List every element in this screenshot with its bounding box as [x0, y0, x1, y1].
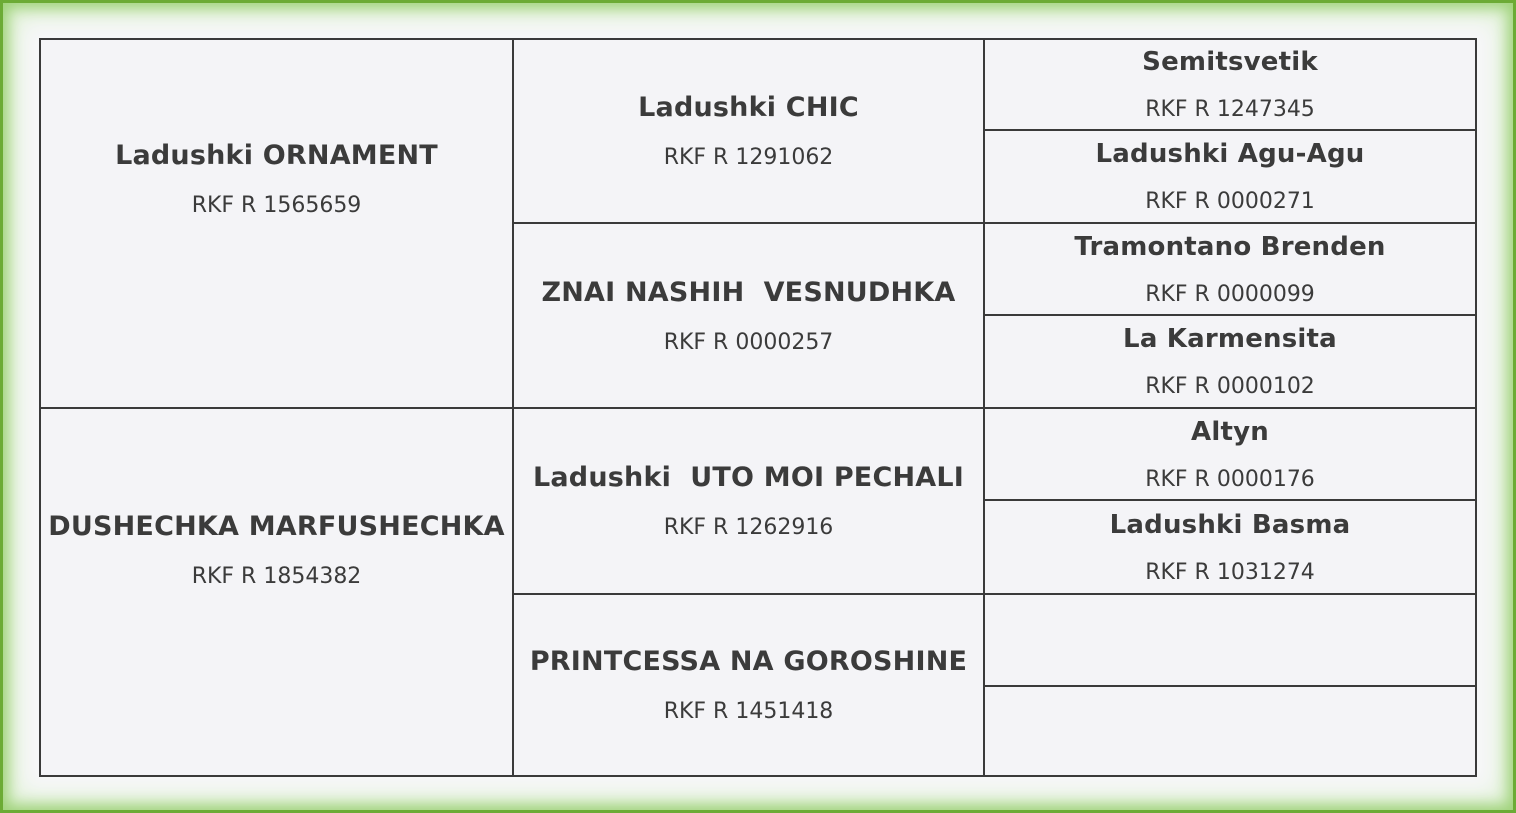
grandparent-name: ZNAI NASHIH VESNUDHKA: [541, 276, 956, 308]
great-grandparent-cell-empty: [985, 595, 1475, 687]
parent-name: Ladushki ORNAMENT: [115, 140, 438, 171]
grandparent-reg: RKF R 1291062: [663, 145, 834, 170]
parent-sire-cell: [41, 40, 514, 409]
grandparent-name: Ladushki CHIC: [638, 92, 859, 123]
great-grandparent-cell: [985, 40, 1475, 131]
great-grandparent-reg: RKF R 0000102: [1145, 374, 1315, 399]
grandparent-cell: [514, 595, 985, 775]
great-grandparent-name: Ladushki Basma: [1109, 509, 1351, 540]
grandparent-cell: [514, 224, 985, 409]
great-grandparent-name: Semitsvetik: [1142, 47, 1318, 77]
grandparent-name: PRINTCESSA NA GOROSHINE: [529, 646, 968, 677]
great-grandparent-cell: [985, 224, 1475, 316]
great-grandparent-cell: [985, 316, 1475, 409]
great-grandparent-cell: [985, 409, 1475, 501]
grandparent-reg: RKF R 1451418: [663, 699, 834, 724]
great-grandparent-reg: RKF R 0000271: [1145, 189, 1315, 214]
great-grandparent-cell-empty: [985, 687, 1475, 775]
great-grandparent-reg: RKF R 0000176: [1145, 466, 1315, 492]
grandparent-reg: RKF R 0000257: [663, 329, 834, 355]
grandparent-cell: [514, 409, 985, 595]
great-grandparent-cell: [985, 131, 1475, 224]
great-grandparent-reg: RKF R 0000099: [1145, 281, 1315, 307]
great-grandparent-name: La Karmensita: [1123, 324, 1337, 354]
parent-reg: RKF R 1565659: [191, 193, 362, 218]
pedigree-table: [39, 38, 1477, 777]
great-grandparent-name: Ladushki Agu-Agu: [1095, 139, 1365, 169]
grandparent-name: Ladushki UTO MOI PECHALI: [532, 462, 965, 493]
parent-name: DUSHECHKA MARFUSHECHKA: [48, 511, 505, 542]
great-grandparent-cell: [985, 501, 1475, 595]
great-grandparent-reg: RKF R 1031274: [1145, 559, 1315, 585]
great-grandparent-reg: RKF R 1247345: [1145, 97, 1315, 122]
grandparent-cell: [514, 40, 985, 224]
great-grandparent-name: Altyn: [1191, 416, 1269, 447]
parent-reg: RKF R 1854382: [191, 564, 362, 589]
parent-dam-cell: [41, 409, 514, 775]
grandparent-reg: RKF R 1262916: [663, 515, 834, 540]
great-grandparent-name: Tramontano Brenden: [1074, 231, 1386, 262]
